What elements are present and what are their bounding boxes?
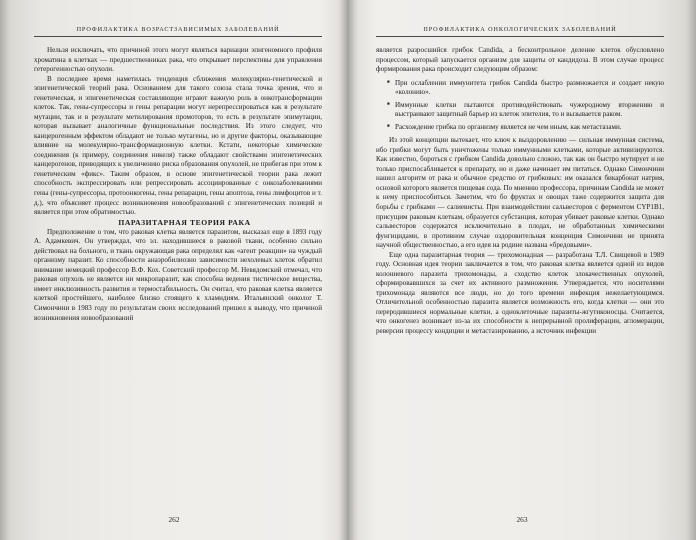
paragraph: Из этой концепции вытекает, что ключ к выздоровлению — сильная иммунная система, ибо грибки могут быть уничтожены только иммунными клетками, которые активизируются. Как известно, бороться с грибком Candida довольно сложно, так как он быстро мутирует и не только приспосабливается к препарату, но и даже начинает им питаться. Однако Симончини нашел алгоритм от рака и обычное средство от грибковых: им оказался бикарбонат натрия, основой которого является пищевая сода. По мнению профессора, причинам Candida не может к нему приспособиться. Заметим, что бо фруктах и овощах таже содержится защита для борьбы с грибками — салиевисты. При взаимодействии сальвесторов с ферментом CYP1B1, присущим раковым клеткам, образуется субстанция, которая убивает раковые клетки. Однако сальвесторов содержатся исключительно в плодах, не обработанных химическими фунгицидами, в противном случае оздоровительная конценция Симончини не принята научной общественностью, а его идея на родине названа «бредовыми». — [376, 136, 664, 250]
right-page — [348, 0, 696, 540]
paragraph: Еще одна паразитарная теория — трихомонадная — разработана Т.Л. Свищевой в 1989 году. Основная идея теории заключается в том, что раковая клетка является одной из видов колониевого паразита трихомонады, а сходство клеток злокачественных опухолей, сформировавшихся за счет их активного размножения. Утверждается, что носителями трихомонада являются все люди, но до того времени инфекция нежелаетующимся. Отличительной особенностью паразита является возможность его, когда клетки — они это переродившиеся нормальные клетки, а одноклеточные паразиты-жгутиконосцы. Считается, что онкогенез возникает из-за их способности к непрерывной пролиферации, агломерации, реверсии процессу кондиции и метастазированию, а источник инфекции — [376, 250, 664, 335]
right-page-body — [376, 46, 664, 336]
left-page-body — [34, 46, 322, 323]
list-item: ■ Расхождение грибка по организму является не чем иным, как метастазами. — [388, 123, 664, 133]
folio-right: 263 — [516, 515, 528, 524]
header-rule-left — [34, 36, 322, 37]
running-head-left: ПРОФИЛАКТИКА ВОЗРАСТЗАВИСИМЫХ ЗАБОЛЕВАНИЙ — [76, 26, 280, 33]
paragraph: Предположение о том, что раковая клетка является паразитом, высказал еще в 1893 году А. Адамкевич. Он утверждал, что эл. находившиеся в раковой ткани, особенно сильно действовал на больного, и ткань окружающая рака определял как «агент реакции» на чуждый организму паразит. Ко способности анаэробилиозно зависимости нехолевых клеток обратил внимание немецкий профессор В.Ф. Кох. Советский профессор М. Невядомский отмечал, что раковая опухоль не является ни микропаразит, как способна ведения тистическое вещества, имеет инклюзивность развития и термостабильность. Он считал, что раковая клетка является клеткой простейшего, наиболее близко стоящего к хламидиям. Итальянский онколог Т. Симончини в 1983 году по результатам своих исследований пришел к выводу, что причиной возникновения новообразований — [34, 227, 322, 322]
section-title: ПАРАЗИТАРНАЯ ТЕОРИЯ РАКА — [118, 217, 251, 227]
running-head-right: ПРОФИЛАКТИКА ОНКОЛОГИЧЕСКИХ ЗАБОЛЕВАНИЙ — [423, 26, 617, 33]
bullet-list — [376, 79, 664, 133]
paragraph: В последнее время наметилась тенденция сближения молекулярно-генетической и эпигенетической теорий рака. Основанием для такого союза стала точка зрения, что и генетическая, и эпигенетическая составляющие играют важную роль в онкотрансформации клеток. Так, гены-супрессоры и гены репарации могут нерепрессироваться как в результате мутации, так и в результате метилирования промоторов, то есть в результате эпимутации, которая вызывает аналогичные функциональные последствия. Из этого следует, что канцерогенным эффектом обладают не только мутагены, но и другие факторы, оказывающие влияние на молекулярно-трансформационную клетки. Кстати, некоторые химические соединения (к примеру, соединения никеля) также обладают свойствами эпигенетических канцерогенов, приводящих к увеличению риска образования опухолей, не прибегая при этом к генетическим «фикс». Таким образом, в основе эпигенетической теории рака лежит способность экспрессировать или репрессировать ассоциированные с онкозаболеваниями гены (гены-супрессоры, протоонкогены, гены репарации, гены апоптоза, гены лимфоцитов и т. д.), что объясняет процесс возникновения новообразований с эпигенетических позиций и является при этом обратимостью. — [34, 74, 322, 217]
paragraph: является разросшийся грибок Candida, а бесконтрольное деление клеток обусловлено процессом, который запускается организм для защиты от кандидоза. В этом случае процесс формирования рака происходит следующим образом: — [376, 46, 664, 74]
list-item: ■ При ослаблении иммунитета грибок Candida быстро размножается и создает некую «колонию». — [388, 79, 664, 98]
folio-left: 262 — [168, 515, 180, 524]
list-item: ■ Иммунные клетки пытаются противодействовать чужеродному вторжению и выстраивают защитный барьер из клеток эпителия, то и вызывается раком. — [388, 101, 664, 120]
header-rule-right — [376, 36, 664, 37]
paragraph: Нельзя исключать, что причиной этого могут являться вариации эпигеномного профиля хроматина в клетках — предшественниках рака, что открывает перспективы для управления гетерогенностью опухоли. — [34, 46, 322, 74]
